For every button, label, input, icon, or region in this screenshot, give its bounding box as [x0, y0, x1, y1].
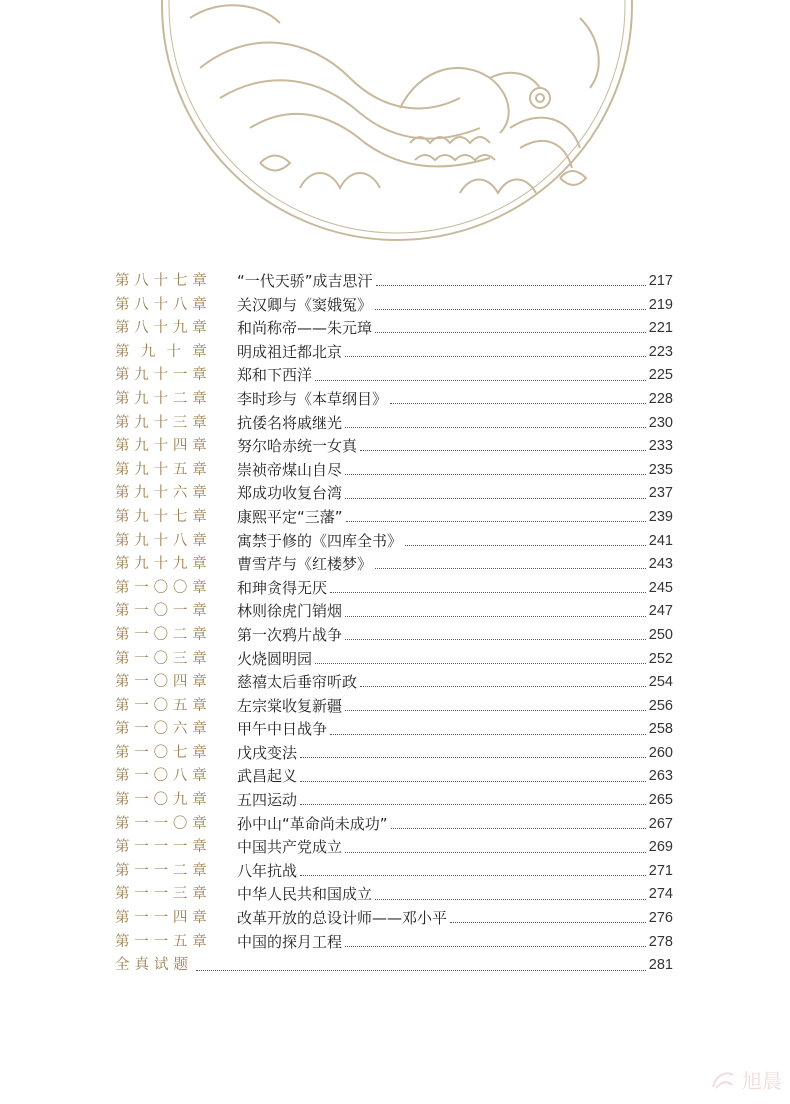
- dot-leader: [375, 332, 646, 333]
- toc-entry[interactable]: [115, 718, 673, 742]
- chapter-title: 郑成功收复台湾: [237, 484, 343, 503]
- dot-leader: [300, 757, 646, 758]
- chapter-title: 火烧圆明园: [237, 649, 313, 668]
- chapter-title: 和尚称帝——朱元璋: [237, 319, 373, 338]
- toc-entry[interactable]: [115, 459, 673, 483]
- page-number: 269: [648, 839, 673, 856]
- chapter-number: 第九十七章: [115, 508, 207, 525]
- toc-entry[interactable]: [115, 506, 673, 530]
- page-number: 241: [648, 532, 673, 549]
- toc-entry[interactable]: [115, 813, 673, 837]
- chapter-title: 孙中山“革命尚未成功”: [237, 814, 388, 833]
- chapter-title: 五四运动: [237, 791, 298, 810]
- chapter-number: 第九十五章: [115, 461, 207, 478]
- dot-leader: [345, 616, 646, 617]
- dot-leader: [345, 639, 646, 640]
- chapter-number: 第九十一章: [115, 367, 207, 384]
- dot-leader: [330, 734, 646, 735]
- toc-entry[interactable]: [115, 553, 673, 577]
- toc-entry[interactable]: [115, 789, 673, 813]
- chapter-title: 李时珍与《本草纲目》: [237, 389, 388, 408]
- dot-leader: [390, 403, 646, 404]
- chapter-title: 崇祯帝煤山自尽: [237, 460, 343, 479]
- page-number: 217: [648, 273, 673, 289]
- page-number: 263: [648, 768, 673, 785]
- page-number: 223: [648, 343, 673, 360]
- toc-entry[interactable]: [115, 482, 673, 506]
- dot-leader: [345, 498, 646, 499]
- toc-entry[interactable]: [115, 270, 673, 294]
- chapter-title: 改革开放的总设计师——邓小平: [237, 909, 448, 928]
- toc-entry[interactable]: [115, 317, 673, 341]
- dot-leader: [196, 970, 646, 971]
- page-number: 239: [648, 508, 673, 525]
- dot-leader: [300, 804, 646, 805]
- chapter-title: 中华人民共和国成立: [237, 885, 373, 904]
- chapter-number: 第八十七章: [115, 273, 207, 289]
- chapter-title: 抗倭名将戚继光: [237, 413, 343, 432]
- dot-leader: [345, 474, 646, 475]
- toc-entry-quiz[interactable]: [115, 954, 673, 978]
- chapter-number: 第一〇〇章: [115, 579, 207, 596]
- toc-entry[interactable]: [115, 435, 673, 459]
- toc-entry[interactable]: [115, 412, 673, 436]
- page-number: 254: [648, 674, 673, 691]
- quiz-label: 全真试题: [115, 957, 193, 974]
- toc-entry[interactable]: [115, 600, 673, 624]
- dot-leader: [346, 521, 646, 522]
- chapter-number: 第一〇七章: [115, 744, 207, 761]
- toc-entry[interactable]: [115, 577, 673, 601]
- toc-entry[interactable]: [115, 294, 673, 318]
- toc-entry[interactable]: [115, 836, 673, 860]
- toc-entry[interactable]: [115, 907, 673, 931]
- toc-entry[interactable]: [115, 765, 673, 789]
- dot-leader: [315, 663, 646, 664]
- toc-entry[interactable]: [115, 671, 673, 695]
- page-number: 278: [648, 933, 673, 950]
- chapter-title: 第一次鸦片战争: [237, 625, 343, 644]
- dot-leader: [300, 875, 646, 876]
- dot-leader: [375, 568, 646, 569]
- page-number: 219: [648, 296, 673, 313]
- chapter-number: 第一一三章: [115, 886, 207, 903]
- chapter-title: 关汉卿与《窦娥冤》: [237, 295, 373, 314]
- page-number: 250: [648, 626, 673, 643]
- page-number: 221: [648, 320, 673, 337]
- page-number: 230: [648, 414, 673, 431]
- chapter-number: 第九十九章: [115, 556, 207, 573]
- page-number: 281: [648, 957, 673, 974]
- chapter-number: 第一〇三章: [115, 650, 207, 667]
- chapter-number: 第一〇六章: [115, 721, 207, 738]
- phoenix-medallion-ornament: [160, 0, 634, 242]
- dot-leader: [345, 852, 646, 853]
- dot-leader: [405, 545, 646, 546]
- toc-entry[interactable]: [115, 341, 673, 365]
- page-number: 271: [648, 862, 673, 879]
- chapter-number: 第八十九章: [115, 320, 207, 337]
- dot-leader: [360, 450, 646, 451]
- chapter-title: 八年抗战: [237, 861, 298, 880]
- toc-entry[interactable]: [115, 695, 673, 719]
- page-number: 276: [648, 910, 673, 927]
- chapter-number: 第九十三章: [115, 414, 207, 431]
- dot-leader: [360, 686, 646, 687]
- page-number: 237: [648, 485, 673, 502]
- chapter-title: 林则徐虎门销烟: [237, 602, 343, 621]
- chapter-number: 第九十章: [115, 343, 207, 360]
- chapter-number: 第九十四章: [115, 438, 207, 455]
- dot-leader: [345, 427, 646, 428]
- chapter-number: 第一一〇章: [115, 815, 207, 832]
- page-number: 235: [648, 461, 673, 478]
- chapter-number: 第九十二章: [115, 390, 207, 407]
- chapter-number: 第一〇五章: [115, 697, 207, 714]
- page-number: 256: [648, 697, 673, 714]
- page-number: 267: [648, 815, 673, 832]
- chapter-number: 第九十八章: [115, 532, 207, 549]
- toc-entry[interactable]: [115, 883, 673, 907]
- toc-entry[interactable]: [115, 742, 673, 766]
- page-number: 258: [648, 721, 673, 738]
- page-number: 243: [648, 556, 673, 573]
- dot-leader: [375, 309, 646, 310]
- dot-leader: [300, 781, 646, 782]
- page-number: 233: [648, 438, 673, 455]
- chapter-title: 明成祖迁都北京: [237, 342, 343, 361]
- table-of-contents: [115, 270, 673, 978]
- toc-entry[interactable]: [115, 931, 673, 955]
- chapter-title: “一代天骄”成吉思汗: [237, 272, 373, 290]
- chapter-title: 和珅贪得无厌: [237, 578, 328, 597]
- toc-entry[interactable]: [115, 388, 673, 412]
- chapter-title: 中国共产党成立: [237, 838, 343, 857]
- chapter-number: 第一〇二章: [115, 626, 207, 643]
- dot-leader: [345, 710, 646, 711]
- chapter-number: 第一一四章: [115, 910, 207, 927]
- toc-entry[interactable]: [115, 364, 673, 388]
- dot-leader: [330, 592, 646, 593]
- chapter-number: 第一一二章: [115, 862, 207, 879]
- chapter-number: 第一一一章: [115, 839, 207, 856]
- chapter-title: 郑和下西洋: [237, 366, 313, 385]
- page-number: 225: [648, 367, 673, 384]
- chapter-number: 第九十六章: [115, 485, 207, 502]
- chapter-title: 戊戌变法: [237, 743, 298, 762]
- watermark: [710, 1065, 782, 1094]
- chapter-title: 左宗棠收复新疆: [237, 696, 343, 715]
- page-number: 274: [648, 886, 673, 903]
- page-number: 252: [648, 650, 673, 667]
- dot-leader: [345, 946, 646, 947]
- toc-entry[interactable]: [115, 530, 673, 554]
- dot-leader: [315, 380, 646, 381]
- page-number: 265: [648, 792, 673, 809]
- chapter-number: 第一〇一章: [115, 603, 207, 620]
- chapter-title: 康熙平定“三藩”: [237, 507, 343, 526]
- watermark-logo-icon: [710, 1069, 736, 1091]
- page-number: 245: [648, 579, 673, 596]
- chapter-title: 武昌起义: [237, 767, 298, 786]
- chapter-title: 甲午中日战争: [237, 720, 328, 739]
- page-number: 228: [648, 390, 673, 407]
- toc-entry[interactable]: [115, 624, 673, 648]
- dot-leader: [375, 899, 646, 900]
- chapter-title: 慈禧太后垂帘听政: [237, 673, 358, 692]
- toc-entry[interactable]: [115, 648, 673, 672]
- dot-leader: [450, 922, 646, 923]
- chapter-number: 第一一五章: [115, 933, 207, 950]
- chapter-title: 曹雪芹与《红楼梦》: [237, 555, 373, 574]
- dot-leader: [376, 285, 646, 286]
- chapter-number: 第八十八章: [115, 296, 207, 313]
- chapter-title: 努尔哈赤统一女真: [237, 437, 358, 456]
- page-number: 247: [648, 603, 673, 620]
- dot-leader: [345, 356, 646, 357]
- chapter-title: 寓禁于修的《四库全书》: [237, 531, 403, 550]
- toc-entry[interactable]: [115, 860, 673, 884]
- chapter-number: 第一〇九章: [115, 792, 207, 809]
- page-number: 260: [648, 744, 673, 761]
- dot-leader: [391, 828, 646, 829]
- watermark-text: 旭晨: [742, 1069, 782, 1093]
- chapter-number: 第一〇四章: [115, 674, 207, 691]
- chapter-number: 第一〇八章: [115, 768, 207, 785]
- chapter-title: 中国的探月工程: [237, 932, 343, 951]
